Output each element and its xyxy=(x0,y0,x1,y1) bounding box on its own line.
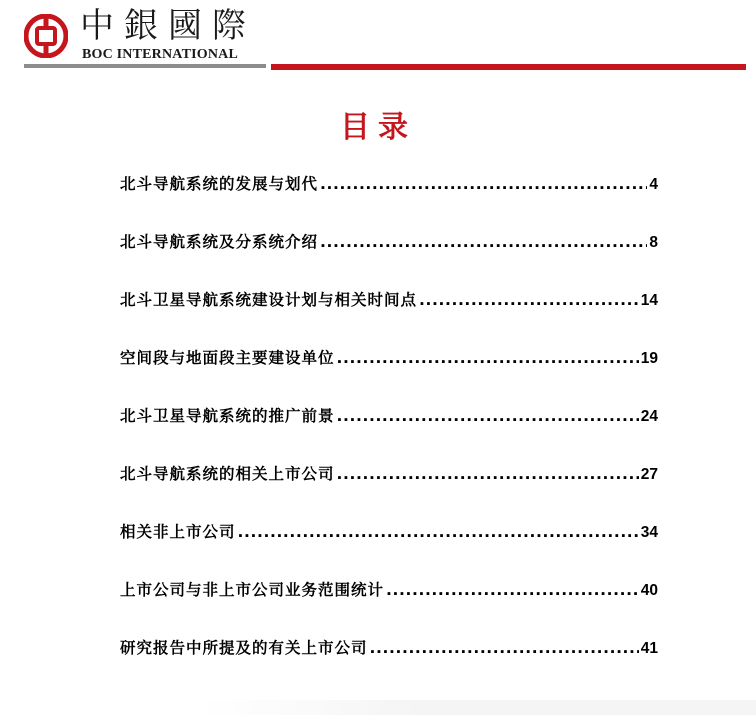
toc-entry-page: 24 xyxy=(640,408,658,425)
toc-dot-leader xyxy=(386,581,639,599)
toc-title: 目录 xyxy=(340,110,416,145)
toc-entry-text: 上市公司与非上市公司业务范围统计 xyxy=(120,581,385,599)
toc-entry-text: 空间段与地面段主要建设单位 xyxy=(120,349,335,367)
toc-dot-leader xyxy=(337,349,639,367)
toc-entry-page: 27 xyxy=(640,466,658,483)
header-rule-red xyxy=(271,64,746,70)
page-bottom-shade xyxy=(200,700,756,715)
toc-entry-page: 41 xyxy=(640,640,658,657)
toc-entry[interactable] xyxy=(120,346,658,404)
toc-dot-leader xyxy=(320,233,647,251)
toc-entry[interactable] xyxy=(120,462,658,520)
boc-logo-icon xyxy=(24,14,68,58)
toc-entry[interactable] xyxy=(120,636,658,694)
toc-entry[interactable] xyxy=(120,578,658,636)
toc-entry[interactable] xyxy=(120,230,658,288)
toc-entry[interactable] xyxy=(120,520,658,578)
toc-entry[interactable] xyxy=(120,288,658,346)
toc-dot-leader xyxy=(337,407,639,425)
logo-chinese-name: 中銀國際 xyxy=(80,6,256,46)
toc-entry[interactable] xyxy=(120,172,658,230)
toc-entry-text: 相关非上市公司 xyxy=(120,523,236,541)
toc-entry-text: 北斗导航系统的相关上市公司 xyxy=(120,465,335,483)
toc-entry-text: 北斗卫星导航系统的推广前景 xyxy=(120,407,335,425)
toc-entry-text: 北斗卫星导航系统建设计划与相关时间点 xyxy=(120,291,418,309)
toc-dot-leader xyxy=(238,523,639,541)
toc-entry-page: 8 xyxy=(649,234,658,251)
toc-entry-text: 北斗导航系统及分系统介绍 xyxy=(120,233,319,251)
logo-english-name: BOC INTERNATIONAL xyxy=(82,47,238,62)
toc-entry-page: 19 xyxy=(640,350,658,367)
toc-dot-leader xyxy=(419,291,639,309)
toc-entry-page: 40 xyxy=(640,582,658,599)
toc-entry-text: 北斗导航系统的发展与划代 xyxy=(120,175,319,193)
toc-entry-page: 14 xyxy=(640,292,658,309)
toc-entry[interactable] xyxy=(120,404,658,462)
toc-entry-page: 34 xyxy=(640,524,658,541)
header-rule-gray xyxy=(24,64,266,68)
toc-dot-leader xyxy=(370,639,639,657)
toc-dot-leader xyxy=(337,465,639,483)
toc-entry-page: 4 xyxy=(649,176,658,193)
toc-entry-text: 研究报告中所提及的有关上市公司 xyxy=(120,639,368,657)
toc-dot-leader xyxy=(320,175,647,193)
toc-list xyxy=(120,172,658,694)
